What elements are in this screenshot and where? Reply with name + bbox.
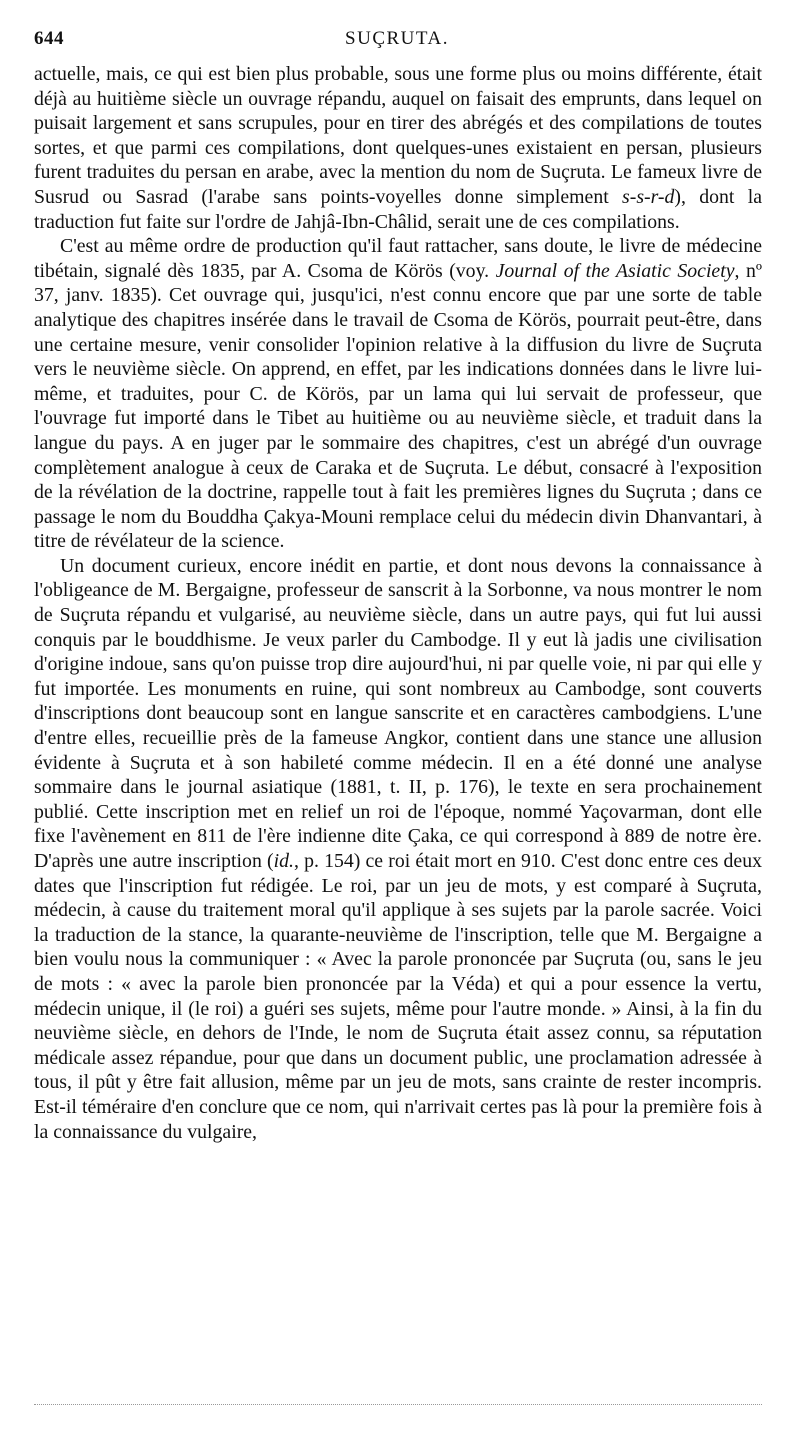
italic-segment: s-s-r-d bbox=[622, 185, 675, 208]
running-title: SUÇRUTA. bbox=[345, 28, 449, 49]
text-segment: , nº 37, janv. 1835). Cet ouvrage qui, jusqu'ici, n'est connu encore que par une sorte de table analytique des chapitres insérée dans le travail de Csoma de Körös, pourrait peut-être, dans une certaine mesure, venir consolider l'opinion relative à la diffusion du livre de Suçruta vers le neuvième siècle. On apprend, en effet, par les indications données dans le livre lui-même, et traduites, pour C. de Körös, par un lama qui lui servait de professeur, que l'ouvrage fut importé dans le Tibet au huitième ou au neuvième siècle, et traduit dans la langue du pays. A en juger par le sommaire des chapitres, c'est un abrégé d'un ouvrage complètement analogue à ceux de Caraka et de Suçruta. Le début, consacré à l'exposition de la révélation de la doctrine, rappelle tout à fait les premières lignes du Suçruta ; dans ce passage le nom du Bouddha Çakya-Mouni remplace celui du médecin divin Dhanvantari, à titre de révélateur de la science. bbox=[34, 259, 762, 553]
italic-segment: id. bbox=[273, 850, 294, 872]
text-segment: ), dont la traduction fut faite sur l'ordre de Jahjâ-Ibn-Châlid, serait une de ces compilations. bbox=[34, 185, 762, 233]
italic-segment: Journal of the Asiatic Society bbox=[495, 259, 735, 282]
footer-rule bbox=[34, 1404, 762, 1405]
body-text bbox=[34, 62, 762, 1144]
text-segment: , p. 154) ce roi était mort en 910. C'est donc entre ces deux dates que l'inscription fut rédigée. Le roi, par un jeu de mots, y est comparé à Suçruta, médecin, à cause du traitement moral qu'il applique à ses sujets par la parole sacrée. Voici la traduction de la stance, la quarante-neuvième de l'inscription, telle que M. Bergaigne a bien voulu nous la communiquer : « Avec la parole prononcée par Suçruta (ou, sans le jeu de mots : « avec la parole bien prononcée par la Véda) et qui a pour essence la vertu, médecin unique, il (le roi) a guéri ses sujets, même pour l'autre monde. » Ainsi, à la fin du neuvième siècle, en dehors de l'Inde, le nom de Suçruta était assez connu, sa réputation médicale assez répandue, pour que dans un document public, une proclamation adressée à tous, il pût y être fait allusion, même par un jeu de mots, sans crainte de rester incompris. Est-il téméraire d'en conclure que ce nom, qui n'arrivait certes pas là pour la première fois à la connaissance du vulgaire, bbox=[34, 850, 762, 1143]
text-segment: Un document curieux, encore inédit en partie, et dont nous devons la connaissance à l'obligeance de M. Bergaigne, professeur de sanscrit à la Sorbonne, va nous montrer le nom de Suçruta répandu et vulgarisé, au neuvième siècle, dans un autre pays, qui fut lui aussi conquis par le bouddhisme. Je veux parler du Cambodge. Il y eut là jadis une civilisation d'origine indoue, sans qu'on puisse trop dire aujourd'hui, ni par quelle voie, ni par qui elle y fut importée. Les monuments en ruine, qui sont nombreux au Cambodge, sont couverts d'inscriptions dont beaucoup sont en langue sanscrite et en caractères cambodgiens. L'une d'entre elles, recueillie près de la fameuse Angkor, contient dans une stance une allusion évidente à Suçruta et à son habileté comme médecin. Il en a été donné une analyse sommaire dans le journal asiatique (1881, t. II, p. 176), le texte en sera prochainement publié. Cette inscription met en relief un roi de l'époque, nommé Yaçovarman, dont elle fixe l'avènement en 811 de l'ère indienne dite Çaka, ce qui correspond à 889 de notre ère. D'après une autre inscription ( bbox=[34, 554, 762, 872]
paragraph-1 bbox=[34, 62, 762, 234]
paragraph-2 bbox=[34, 234, 762, 554]
text-segment: actuelle, mais, ce qui est bien plus probable, sous une forme plus ou moins différente, était déjà au huitième siècle un ouvrage répandu, auquel on faisait des emprunts, dans lequel on puisait largement et sans scrupules, pour en tirer des abrégés et des compilations de toutes sortes, et que parmi ces compilations, dont quelques-unes existaient en persan, plusieurs furent traduites du persan en arabe, avec la mention du nom de Suçruta. Le fameux livre de Susrud ou Sasrad (l'arabe sans points-voyelles donne simplement bbox=[34, 63, 762, 208]
page-header bbox=[34, 28, 760, 52]
text-segment: C'est au même ordre de production qu'il faut rattacher, sans doute, le livre de médecine tibétain, signalé dès 1835, par A. Csoma de Körös (voy. bbox=[34, 235, 762, 282]
paragraph-3 bbox=[34, 554, 762, 1144]
page-number: 644 bbox=[34, 28, 64, 49]
